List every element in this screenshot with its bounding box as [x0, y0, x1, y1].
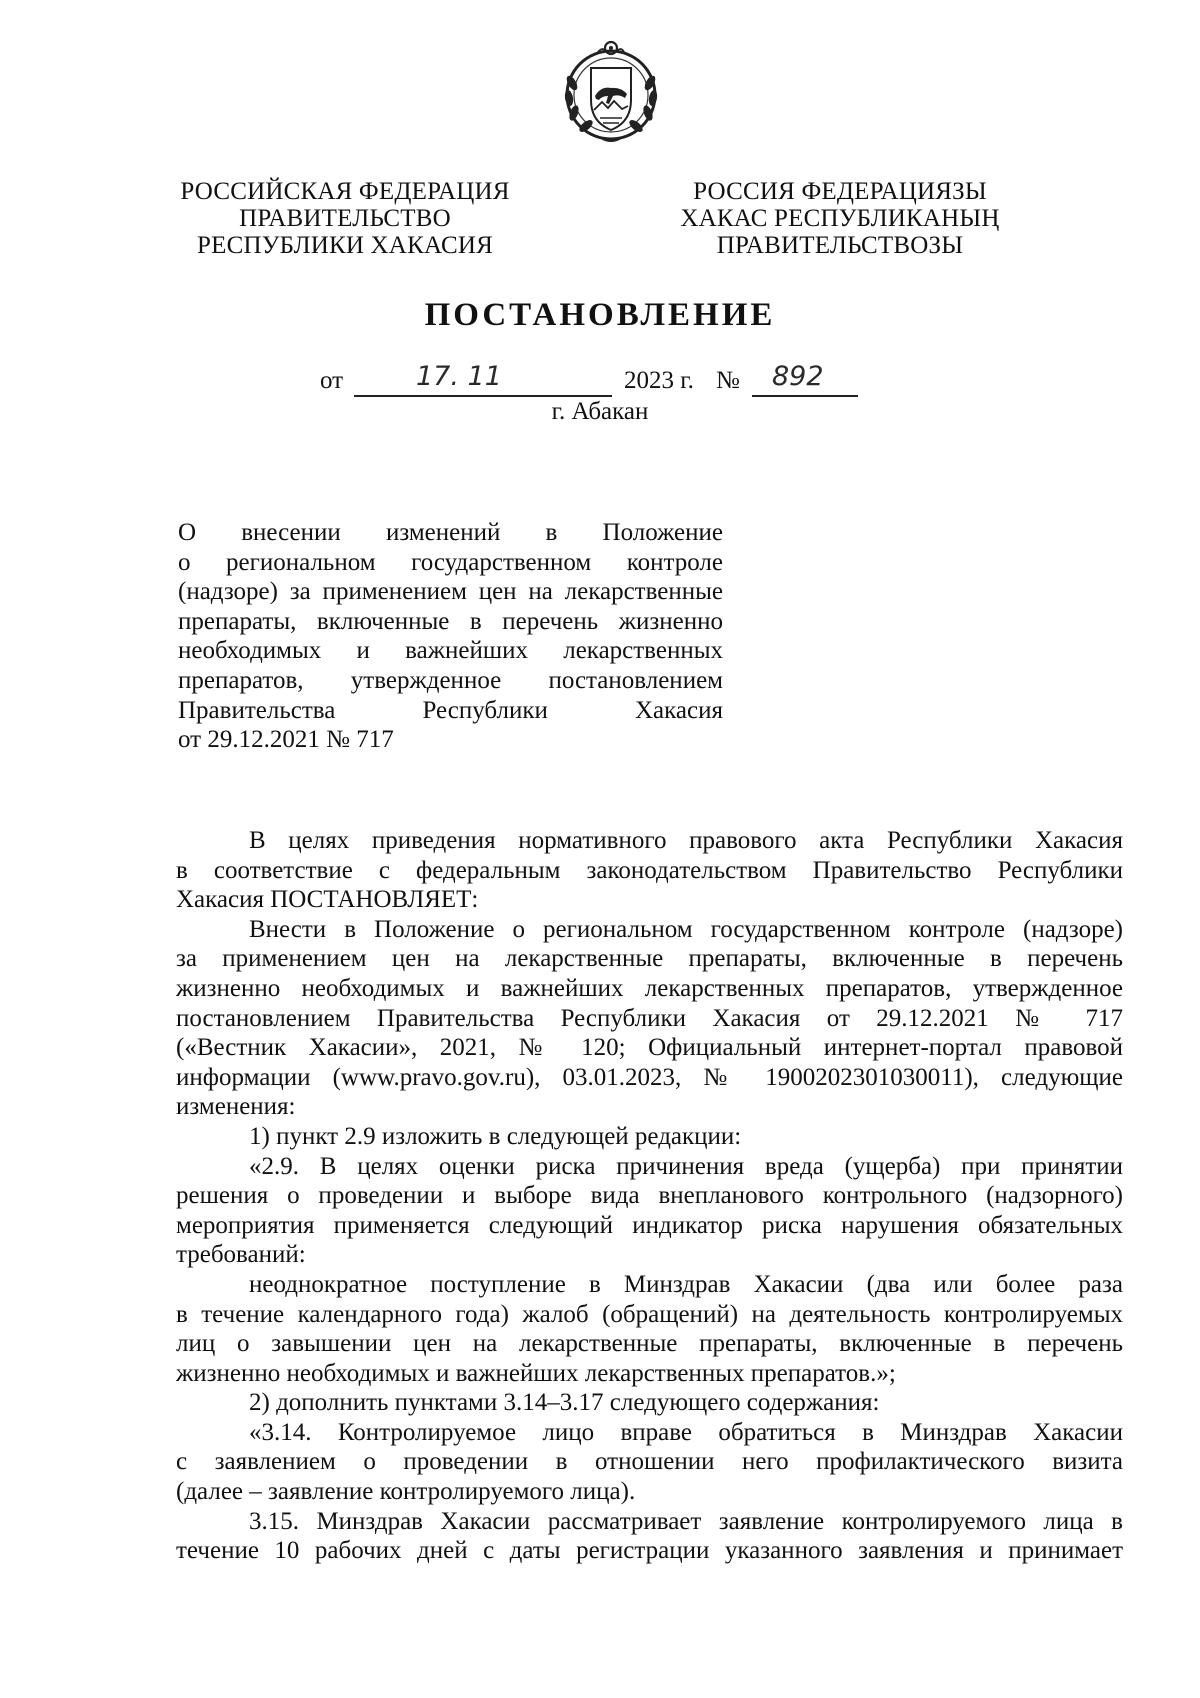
body-line: Хакасия ПОСТАНОВЛЯЕТ: — [176, 886, 479, 914]
body-line: течение 10 рабочих дней с даты регистрации указанного заявления и принимает — [176, 1537, 1123, 1565]
body-line: лиц о завышении цен на лекарственные препараты, включенные в перечень — [176, 1330, 1123, 1358]
year-text: 2023 г. — [624, 367, 694, 394]
body-line: В целях приведения нормативного правового акта Республики Хакасия — [249, 827, 1123, 854]
body-line: информации (www.pravo.gov.ru), 03.01.2023, № 1900202301030011), следующие — [176, 1063, 1123, 1091]
subject-block — [178, 518, 723, 755]
body-line: жизненно необходимых и важнейших лекарственных препаратов, утвержденное — [176, 974, 1123, 1002]
handwritten-number: 892 — [772, 361, 824, 392]
body-line: «3.14. Контролируемое лицо вправе обратиться в Минздрав Хакасии — [249, 1418, 1123, 1446]
subject-line: о региональном государственном контроле — [178, 548, 723, 576]
body-line: неоднократное поступление в Минздрав Хакасии (два или более раза — [249, 1270, 1123, 1298]
coat-of-arms-emblem — [556, 38, 666, 148]
subject-line: препаратов, утвержденное постановлением — [178, 666, 723, 694]
subject-line: О внесении изменений в Положение — [178, 519, 723, 546]
header-right — [640, 178, 1040, 259]
date-number-line — [320, 361, 940, 397]
header-right-line: РОССИЯ ФЕДЕРАЦИЯЗЫ — [693, 178, 987, 205]
body-line: изменения: — [176, 1093, 296, 1121]
handwritten-date: 17. 11 — [416, 361, 502, 392]
header-left-line: РОССИЙСКАЯ ФЕДЕРАЦИЯ — [180, 178, 510, 205]
header-left-line: РЕСПУБЛИКИ ХАКАСИЯ — [197, 232, 493, 259]
body-line: в течение календарного года) жалоб (обращений) на деятельность контролируемых — [176, 1300, 1123, 1328]
subject-line: Правительства Республики Хакасия — [178, 696, 723, 724]
header-left — [145, 178, 545, 259]
body-line: Внести в Положение о региональном государственном контроле (надзоре) — [249, 915, 1123, 943]
number-label: № — [716, 367, 740, 394]
body-line: (далее – заявление контролируемого лица). — [176, 1478, 636, 1506]
subject-line: препараты, включенные в перечень жизненно — [178, 607, 723, 635]
body-line: мероприятия применяется следующий индикатор риска нарушения обязательных — [176, 1211, 1123, 1239]
document-title: ПОСТАНОВЛЕНИЕ — [424, 297, 776, 333]
subject-line: от 29.12.2021 № 717 — [178, 726, 394, 754]
body-line: требований: — [176, 1241, 306, 1269]
body-line: жизненно необходимых и важнейших лекарственных препаратов.»; — [176, 1359, 896, 1387]
body-line: с заявлением о проведении в отношении него профилактического визита — [176, 1448, 1123, 1476]
date-prefix: от — [320, 367, 344, 394]
date-underline — [354, 395, 612, 397]
body-line: 1) пункт 2.9 изложить в следующей редакции: — [249, 1122, 742, 1150]
document-body — [176, 826, 1123, 1566]
subject-line: необходимых и важнейших лекарственных — [178, 637, 723, 665]
body-line: «2.9. В целях оценки риска причинения вреда (ущерба) при принятии — [249, 1152, 1123, 1180]
body-line: за применением цен на лекарственные препараты, включенные в перечень — [176, 945, 1123, 973]
body-line: 3.15. Минздрав Хакасии рассматривает заявление контролируемого лица в — [249, 1507, 1123, 1535]
body-line: («Вестник Хакасии», 2021, № 120; Официальный интернет-портал правовой — [176, 1034, 1123, 1062]
body-line: 2) дополнить пунктами 3.14–3.17 следующего содержания: — [249, 1389, 880, 1417]
body-line: постановлением Правительства Республики Хакасия от 29.12.2021 № 717 — [176, 1004, 1123, 1032]
header-right-line: ХАКАС РЕСПУБЛИКАНЫҢ — [680, 205, 1000, 232]
header-right-line: ПРАВИТЕЛЬСТВОЗЫ — [716, 232, 964, 259]
body-line: в соответствие с федеральным законодательством Правительство Республики — [176, 856, 1123, 884]
body-line: решения о проведении и выборе вида внепланового контрольного (надзорного) — [176, 1182, 1123, 1210]
city-name: г. Абакан — [551, 398, 649, 425]
header-left-line: ПРАВИТЕЛЬСТВО — [239, 205, 451, 232]
number-underline — [752, 395, 858, 397]
subject-line: (надзоре) за применением цен на лекарственные — [178, 578, 723, 606]
